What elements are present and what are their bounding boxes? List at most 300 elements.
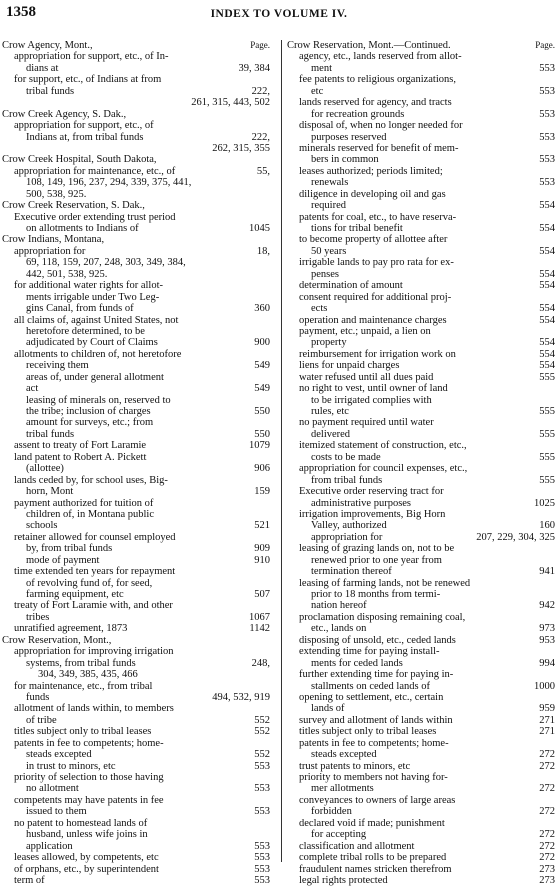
entry-text: disposing of unsold, etc., ceded lands xyxy=(299,634,456,646)
index-entry xyxy=(2,326,270,337)
entry-text: patents in fee to competents; home- xyxy=(14,737,164,749)
entry-text: minerals reserved for benefit of mem- xyxy=(299,142,459,154)
entry-text: purposes reserved xyxy=(311,131,387,143)
entry-page-ref: 521 xyxy=(254,520,270,532)
entry-page-ref: 554 xyxy=(539,223,555,234)
index-entry xyxy=(2,864,270,875)
index-entry xyxy=(287,738,555,749)
index-entry xyxy=(2,623,270,634)
entry-text: 108, 149, 196, 237, 294, 339, 375, 441, xyxy=(26,177,192,189)
entry-text: heretofore determined, to be xyxy=(26,325,145,337)
entry-text: gins Canal, from funds of xyxy=(26,303,134,315)
entry-text: time extended ten years for repayment xyxy=(14,566,176,578)
entry-text: ments irrigable under Two Leg- xyxy=(26,291,160,303)
index-entry xyxy=(2,532,270,543)
index-entry xyxy=(287,223,555,234)
entry-text: appropriation for xyxy=(311,531,383,543)
entry-page-ref: 550 xyxy=(254,428,270,440)
entry-text: issued to them xyxy=(26,806,87,818)
entry-text: titles subject only to tribal leases xyxy=(14,726,152,738)
index-entry xyxy=(2,566,270,577)
entry-text: diligence in developing oil and gas xyxy=(299,188,446,200)
index-entry xyxy=(2,646,270,657)
index-entry xyxy=(287,875,555,886)
entry-text: fee patents to religious organizations, xyxy=(299,74,456,86)
index-entry xyxy=(287,795,555,806)
index-entry xyxy=(2,509,270,520)
entry-text: leases allowed, by competents, etc xyxy=(14,852,159,864)
entry-page-ref: 994 xyxy=(539,657,555,669)
index-entry xyxy=(2,234,270,245)
index-entry xyxy=(287,326,555,337)
index-entry xyxy=(2,795,270,806)
entry-text: of orphans, etc., by superintendent xyxy=(14,863,159,875)
entry-text: treaty of Fort Laramie with, and other xyxy=(14,600,173,612)
entry-text: Crow Reservation, Mont.—Continued. xyxy=(287,40,451,51)
entry-text: delivered xyxy=(311,428,351,440)
entry-page-ref: 1067 xyxy=(249,611,270,623)
entry-text: appropriation for council expenses, etc., xyxy=(299,463,468,475)
index-entry xyxy=(287,692,555,703)
entry-text: payment authorized for tuition of xyxy=(14,497,154,509)
index-entry xyxy=(287,97,555,108)
entry-page-ref: 553 xyxy=(254,852,270,864)
entry-page-ref: 552 xyxy=(254,726,270,738)
index-entry xyxy=(2,738,270,749)
index-entry xyxy=(2,63,270,74)
index-entry xyxy=(287,818,555,829)
entry-text: appropriation for improving irrigation xyxy=(14,646,174,658)
entry-page-ref: 554 xyxy=(539,314,555,326)
index-entry xyxy=(2,51,270,62)
entry-text: Valley, authorized xyxy=(311,520,387,532)
index-entry xyxy=(287,475,555,486)
entry-page-ref: 554 xyxy=(539,360,555,372)
column-divider xyxy=(281,40,282,862)
index-entry xyxy=(2,166,270,177)
index-entry xyxy=(287,715,555,726)
index-entry xyxy=(287,555,555,566)
index-entry xyxy=(287,280,555,291)
index-entry xyxy=(287,406,555,417)
index-entry xyxy=(287,166,555,177)
entry-text: for accepting xyxy=(311,829,367,841)
entry-text: 69, 118, 159, 207, 248, 303, 349, 384, xyxy=(26,257,186,269)
entry-text: appropriation for support, etc., of xyxy=(14,120,154,132)
index-entry xyxy=(287,452,555,463)
entry-page-ref: 159 xyxy=(254,486,270,498)
index-entry xyxy=(2,349,270,360)
index-entry xyxy=(2,543,270,554)
entry-text: Crow Creek Hospital, South Dakota, xyxy=(2,154,157,166)
index-entry xyxy=(287,292,555,303)
entry-text: ment xyxy=(311,62,332,74)
index-entry xyxy=(2,86,270,97)
entry-page-ref: 272 xyxy=(539,749,555,761)
entry-text: mode of payment xyxy=(26,554,100,566)
index-entry xyxy=(2,463,270,474)
entry-text: liens for unpaid charges xyxy=(299,360,400,372)
index-entry xyxy=(287,669,555,680)
entry-text: lands reserved for agency, and tracts xyxy=(299,97,452,109)
index-entry xyxy=(2,829,270,840)
index-entry xyxy=(2,520,270,531)
page-title: INDEX TO VOLUME IV. xyxy=(210,8,348,20)
index-entry xyxy=(2,429,270,440)
entry-text: 304, 349, 385, 435, 466 xyxy=(38,669,138,681)
index-entry xyxy=(2,303,270,314)
entry-text: costs to be made xyxy=(311,451,381,463)
index-entry xyxy=(2,97,270,108)
index-entry xyxy=(2,383,270,394)
index-entry xyxy=(2,74,270,85)
index-entry xyxy=(2,669,270,680)
index-entry xyxy=(2,772,270,783)
index-entry xyxy=(2,257,270,268)
index-entry xyxy=(2,703,270,714)
entry-page-ref: 262, 315, 355 xyxy=(212,142,270,154)
entry-text: all claims of, against United States, not xyxy=(14,314,179,326)
index-entry xyxy=(287,783,555,794)
index-entry xyxy=(287,63,555,74)
entry-page-ref: 272 xyxy=(539,840,555,852)
entry-text: agency, etc., lands reserved from allot- xyxy=(299,51,462,63)
entry-text: Executive order extending trust period xyxy=(14,211,176,223)
entry-text: prior to 18 months from termi- xyxy=(311,589,441,600)
index-entry xyxy=(287,463,555,474)
entry-page-ref: 554 xyxy=(539,348,555,360)
entry-text: children of, in Montana public xyxy=(26,508,155,520)
index-entry xyxy=(2,761,270,772)
entry-text: term of xyxy=(14,874,45,886)
entry-page-ref: 207, 229, 304, 325 xyxy=(476,531,555,543)
entry-text: the tribe; inclusion of charges xyxy=(26,406,151,417)
index-entry xyxy=(287,589,555,600)
entry-text: fraudulent names stricken therefrom xyxy=(299,863,452,875)
index-entry xyxy=(2,612,270,623)
index-entry xyxy=(287,120,555,131)
index-entry xyxy=(2,681,270,692)
entry-text: in trust to minors, etc xyxy=(26,760,116,772)
entry-text: no right to vest, until owner of land xyxy=(299,383,448,395)
entry-page-ref: 271 xyxy=(539,726,555,738)
index-entry xyxy=(287,498,555,509)
entry-text: allotment of lands within, to members xyxy=(14,703,174,715)
entry-text: dians at xyxy=(26,62,59,74)
entry-page-ref: 553 xyxy=(539,131,555,143)
entry-page-ref: 900 xyxy=(254,337,270,349)
index-entry xyxy=(287,612,555,623)
entry-page-ref: 273 xyxy=(539,863,555,875)
entry-page-ref: 942 xyxy=(539,600,555,612)
index-entry xyxy=(2,600,270,611)
entry-text: horn, Mont xyxy=(26,486,74,498)
entry-page-ref: 555 xyxy=(539,428,555,440)
index-entry xyxy=(2,406,270,417)
index-entry xyxy=(287,51,555,62)
index-entry xyxy=(2,749,270,760)
entry-text: etc xyxy=(311,85,324,97)
index-entry xyxy=(2,440,270,451)
index-entry xyxy=(287,761,555,772)
index-entry xyxy=(2,417,270,428)
index-entry xyxy=(2,315,270,326)
entry-text: proclamation disposing remaining coal, xyxy=(299,611,466,623)
entry-page-ref: 553 xyxy=(539,177,555,189)
entry-text: amount for surveys, etc.; from xyxy=(26,417,154,429)
entry-text: 50 years xyxy=(311,245,347,257)
index-entry xyxy=(2,337,270,348)
index-entry xyxy=(2,452,270,463)
entry-text: 500, 538, 925. xyxy=(26,188,87,200)
entry-text: consent required for additional proj- xyxy=(299,291,452,303)
index-entry xyxy=(2,360,270,371)
entry-page-ref: 1045 xyxy=(249,223,270,234)
entry-text: farming equipment, etc xyxy=(26,589,124,600)
index-entry xyxy=(287,200,555,211)
entry-text: property xyxy=(311,337,347,349)
entry-page-ref: 360 xyxy=(254,303,270,315)
entry-page-ref: 494, 532, 919 xyxy=(212,691,270,703)
entry-text: renewals xyxy=(311,177,349,189)
entry-text: etc., lands on xyxy=(311,623,367,635)
index-entry xyxy=(287,520,555,531)
entry-text: Crow Indians, Montana, xyxy=(2,234,105,246)
index-entry xyxy=(2,154,270,165)
index-entry xyxy=(287,143,555,154)
entry-text: unratified agreement, 1873 xyxy=(14,623,128,635)
entry-text: rules, etc xyxy=(311,406,349,417)
index-entry xyxy=(287,74,555,85)
entry-page-ref: 953 xyxy=(539,634,555,646)
index-entry xyxy=(287,189,555,200)
entry-text: steads excepted xyxy=(26,749,92,761)
entry-page-ref: 959 xyxy=(539,703,555,715)
entry-text: Indians at, from tribal funds xyxy=(26,131,144,143)
index-entry xyxy=(287,635,555,646)
right-column xyxy=(287,40,555,886)
entry-text: conveyances to owners of large areas xyxy=(299,794,456,806)
index-entry xyxy=(287,269,555,280)
entry-page-ref: 555 xyxy=(539,474,555,486)
index-entry xyxy=(287,772,555,783)
entry-page-ref: 1079 xyxy=(249,440,270,452)
entry-text: determination of amount xyxy=(299,280,403,292)
entry-text: legal rights protected xyxy=(299,874,388,886)
entry-page-ref: 553 xyxy=(539,62,555,74)
entry-page-ref: 272 xyxy=(539,783,555,795)
entry-page-ref: 554 xyxy=(539,200,555,212)
entry-page-ref: 261, 315, 443, 502 xyxy=(191,97,270,109)
entry-text: Crow Reservation, Mont., xyxy=(2,634,112,646)
entry-page-ref: 554 xyxy=(539,245,555,257)
index-entry xyxy=(287,681,555,692)
index-entry xyxy=(287,726,555,737)
index-entry xyxy=(287,509,555,520)
index-entry xyxy=(2,212,270,223)
index-entry xyxy=(2,486,270,497)
index-entry xyxy=(2,189,270,200)
entry-text: tions for tribal benefit xyxy=(311,223,403,234)
index-entry xyxy=(2,875,270,886)
entry-page-ref: 550 xyxy=(254,406,270,417)
index-entry xyxy=(2,852,270,863)
index-entry xyxy=(2,40,270,51)
entry-text: appropriation for xyxy=(14,245,86,257)
index-entry xyxy=(2,120,270,131)
index-entry xyxy=(2,143,270,154)
entry-text: irrigable lands to pay pro rata for ex- xyxy=(299,257,454,269)
entry-text: classification and allotment xyxy=(299,840,415,852)
entry-page-ref: 248, xyxy=(251,657,270,669)
entry-page-ref: 552 xyxy=(254,714,270,726)
entry-text: priority of selection to those having xyxy=(14,772,164,783)
entry-page-ref: 555 xyxy=(539,371,555,383)
entry-page-ref: 554 xyxy=(539,280,555,292)
index-entry xyxy=(2,269,270,280)
entry-text: declared void if made; punishment xyxy=(299,817,445,829)
entry-text: required xyxy=(311,200,346,212)
entry-text: patents in fee to competents; home- xyxy=(299,737,449,749)
entry-text: patents for coal, etc., to have reserva- xyxy=(299,211,457,223)
entry-text: from tribal funds xyxy=(311,474,383,486)
entry-text: renewed prior to one year from xyxy=(311,554,442,566)
entry-page-ref: 553 xyxy=(539,154,555,166)
index-entry xyxy=(287,360,555,371)
entry-page-ref: 909 xyxy=(254,543,270,555)
entry-page-ref: 18, xyxy=(256,245,270,257)
entry-page-ref: 906 xyxy=(254,463,270,475)
index-entry xyxy=(287,532,555,543)
entry-text: termination thereof xyxy=(311,566,392,578)
index-entry xyxy=(287,806,555,817)
entry-text: act xyxy=(26,383,39,395)
index-entry xyxy=(2,783,270,794)
entry-text: for recreation grounds xyxy=(311,108,405,120)
index-entry xyxy=(2,109,270,120)
index-entry xyxy=(2,395,270,406)
index-entry xyxy=(287,109,555,120)
index-entry xyxy=(287,658,555,669)
index-entry xyxy=(2,658,270,669)
index-entry xyxy=(287,543,555,554)
entry-text: of revolving fund of, for seed, xyxy=(26,577,153,589)
entry-text: adjudicated by Court of Claims xyxy=(26,337,158,349)
entry-text: no payment required until water xyxy=(299,417,434,429)
index-entry xyxy=(287,132,555,143)
entry-text: on allotments to Indians of xyxy=(26,223,139,234)
index-entry xyxy=(287,841,555,852)
index-entry xyxy=(2,841,270,852)
entry-text: complete tribal rolls to be prepared xyxy=(299,852,447,864)
entry-page-ref: 160 xyxy=(539,520,555,532)
index-entry xyxy=(2,498,270,509)
index-entry xyxy=(287,372,555,383)
index-entry xyxy=(2,555,270,566)
entry-page-ref: 554 xyxy=(539,303,555,315)
entry-text: steads excepted xyxy=(311,749,377,761)
entry-page-ref: 910 xyxy=(254,554,270,566)
entry-text: trust patents to minors, etc xyxy=(299,760,411,772)
entry-text: to be irrigated complies with xyxy=(311,394,432,406)
entry-page-ref: 222, xyxy=(251,85,270,97)
entry-text: stallments on ceded lands of xyxy=(311,680,430,692)
entry-page-ref: 553 xyxy=(254,840,270,852)
index-entry xyxy=(2,280,270,291)
entry-text: to become property of allottee after xyxy=(299,234,448,246)
entry-text: ments for ceded lands xyxy=(311,657,403,669)
index-entry xyxy=(287,429,555,440)
entry-text: funds xyxy=(26,691,50,703)
entry-text: extending time for paying install- xyxy=(299,646,440,658)
entry-page-ref: 549 xyxy=(254,383,270,395)
entry-page-ref: Page. xyxy=(535,40,555,50)
index-entry xyxy=(287,246,555,257)
entry-text: opening to settlement, etc., certain xyxy=(299,691,444,703)
entry-text: payment, etc.; unpaid, a lien on xyxy=(299,325,431,337)
entry-text: systems, from tribal funds xyxy=(26,657,136,669)
index-entry xyxy=(287,600,555,611)
entry-text: leasing of grazing lands on, not to be xyxy=(299,543,455,555)
index-entry xyxy=(2,177,270,188)
entry-text: forbidden xyxy=(311,806,352,818)
index-entry xyxy=(2,578,270,589)
entry-text: areas of, under general allotment xyxy=(26,371,164,383)
entry-page-ref: 1025 xyxy=(534,497,555,509)
entry-text: lands ceded by, for school uses, Big- xyxy=(14,474,168,486)
index-entry xyxy=(2,223,270,234)
entry-text: mer allotments xyxy=(311,783,374,795)
entry-text: application xyxy=(26,840,73,852)
index-entry xyxy=(287,703,555,714)
entry-page-ref: 554 xyxy=(539,337,555,349)
entry-page-ref: 552 xyxy=(254,749,270,761)
index-entry xyxy=(287,566,555,577)
entry-text: Executive order reserving tract for xyxy=(299,486,444,498)
entry-page-ref: 555 xyxy=(539,406,555,417)
index-entry xyxy=(287,486,555,497)
index-entry xyxy=(287,234,555,245)
index-entry xyxy=(287,337,555,348)
entry-text: tribes xyxy=(26,611,50,623)
entry-page-ref: 553 xyxy=(539,108,555,120)
entry-page-ref: 553 xyxy=(539,85,555,97)
index-entry xyxy=(2,692,270,703)
index-entry xyxy=(287,440,555,451)
entry-text: receiving them xyxy=(26,360,89,372)
entry-text: no allotment xyxy=(26,783,79,795)
index-entry xyxy=(2,818,270,829)
entry-text: administrative purposes xyxy=(311,497,412,509)
index-entry xyxy=(287,315,555,326)
entry-text: Crow Creek Agency, S. Dak., xyxy=(2,108,127,120)
entry-page-ref: Page. xyxy=(250,40,270,50)
entry-text: survey and allotment of lands within xyxy=(299,714,453,726)
entry-text: leasing of farming lands, not be renewed xyxy=(299,577,471,589)
entry-page-ref: 1000 xyxy=(534,680,555,692)
entry-page-ref: 553 xyxy=(254,760,270,772)
entry-text: leasing of minerals on, reserved to xyxy=(26,394,171,406)
index-entry xyxy=(287,212,555,223)
index-entry xyxy=(2,475,270,486)
entry-text: nation hereof xyxy=(311,600,367,612)
entry-text: for maintenance, etc., from tribal xyxy=(14,680,153,692)
entry-text: bers in common xyxy=(311,154,379,166)
entry-page-ref: 55, xyxy=(256,165,270,177)
index-entry xyxy=(2,589,270,600)
index-entry xyxy=(2,292,270,303)
index-entry xyxy=(287,303,555,314)
